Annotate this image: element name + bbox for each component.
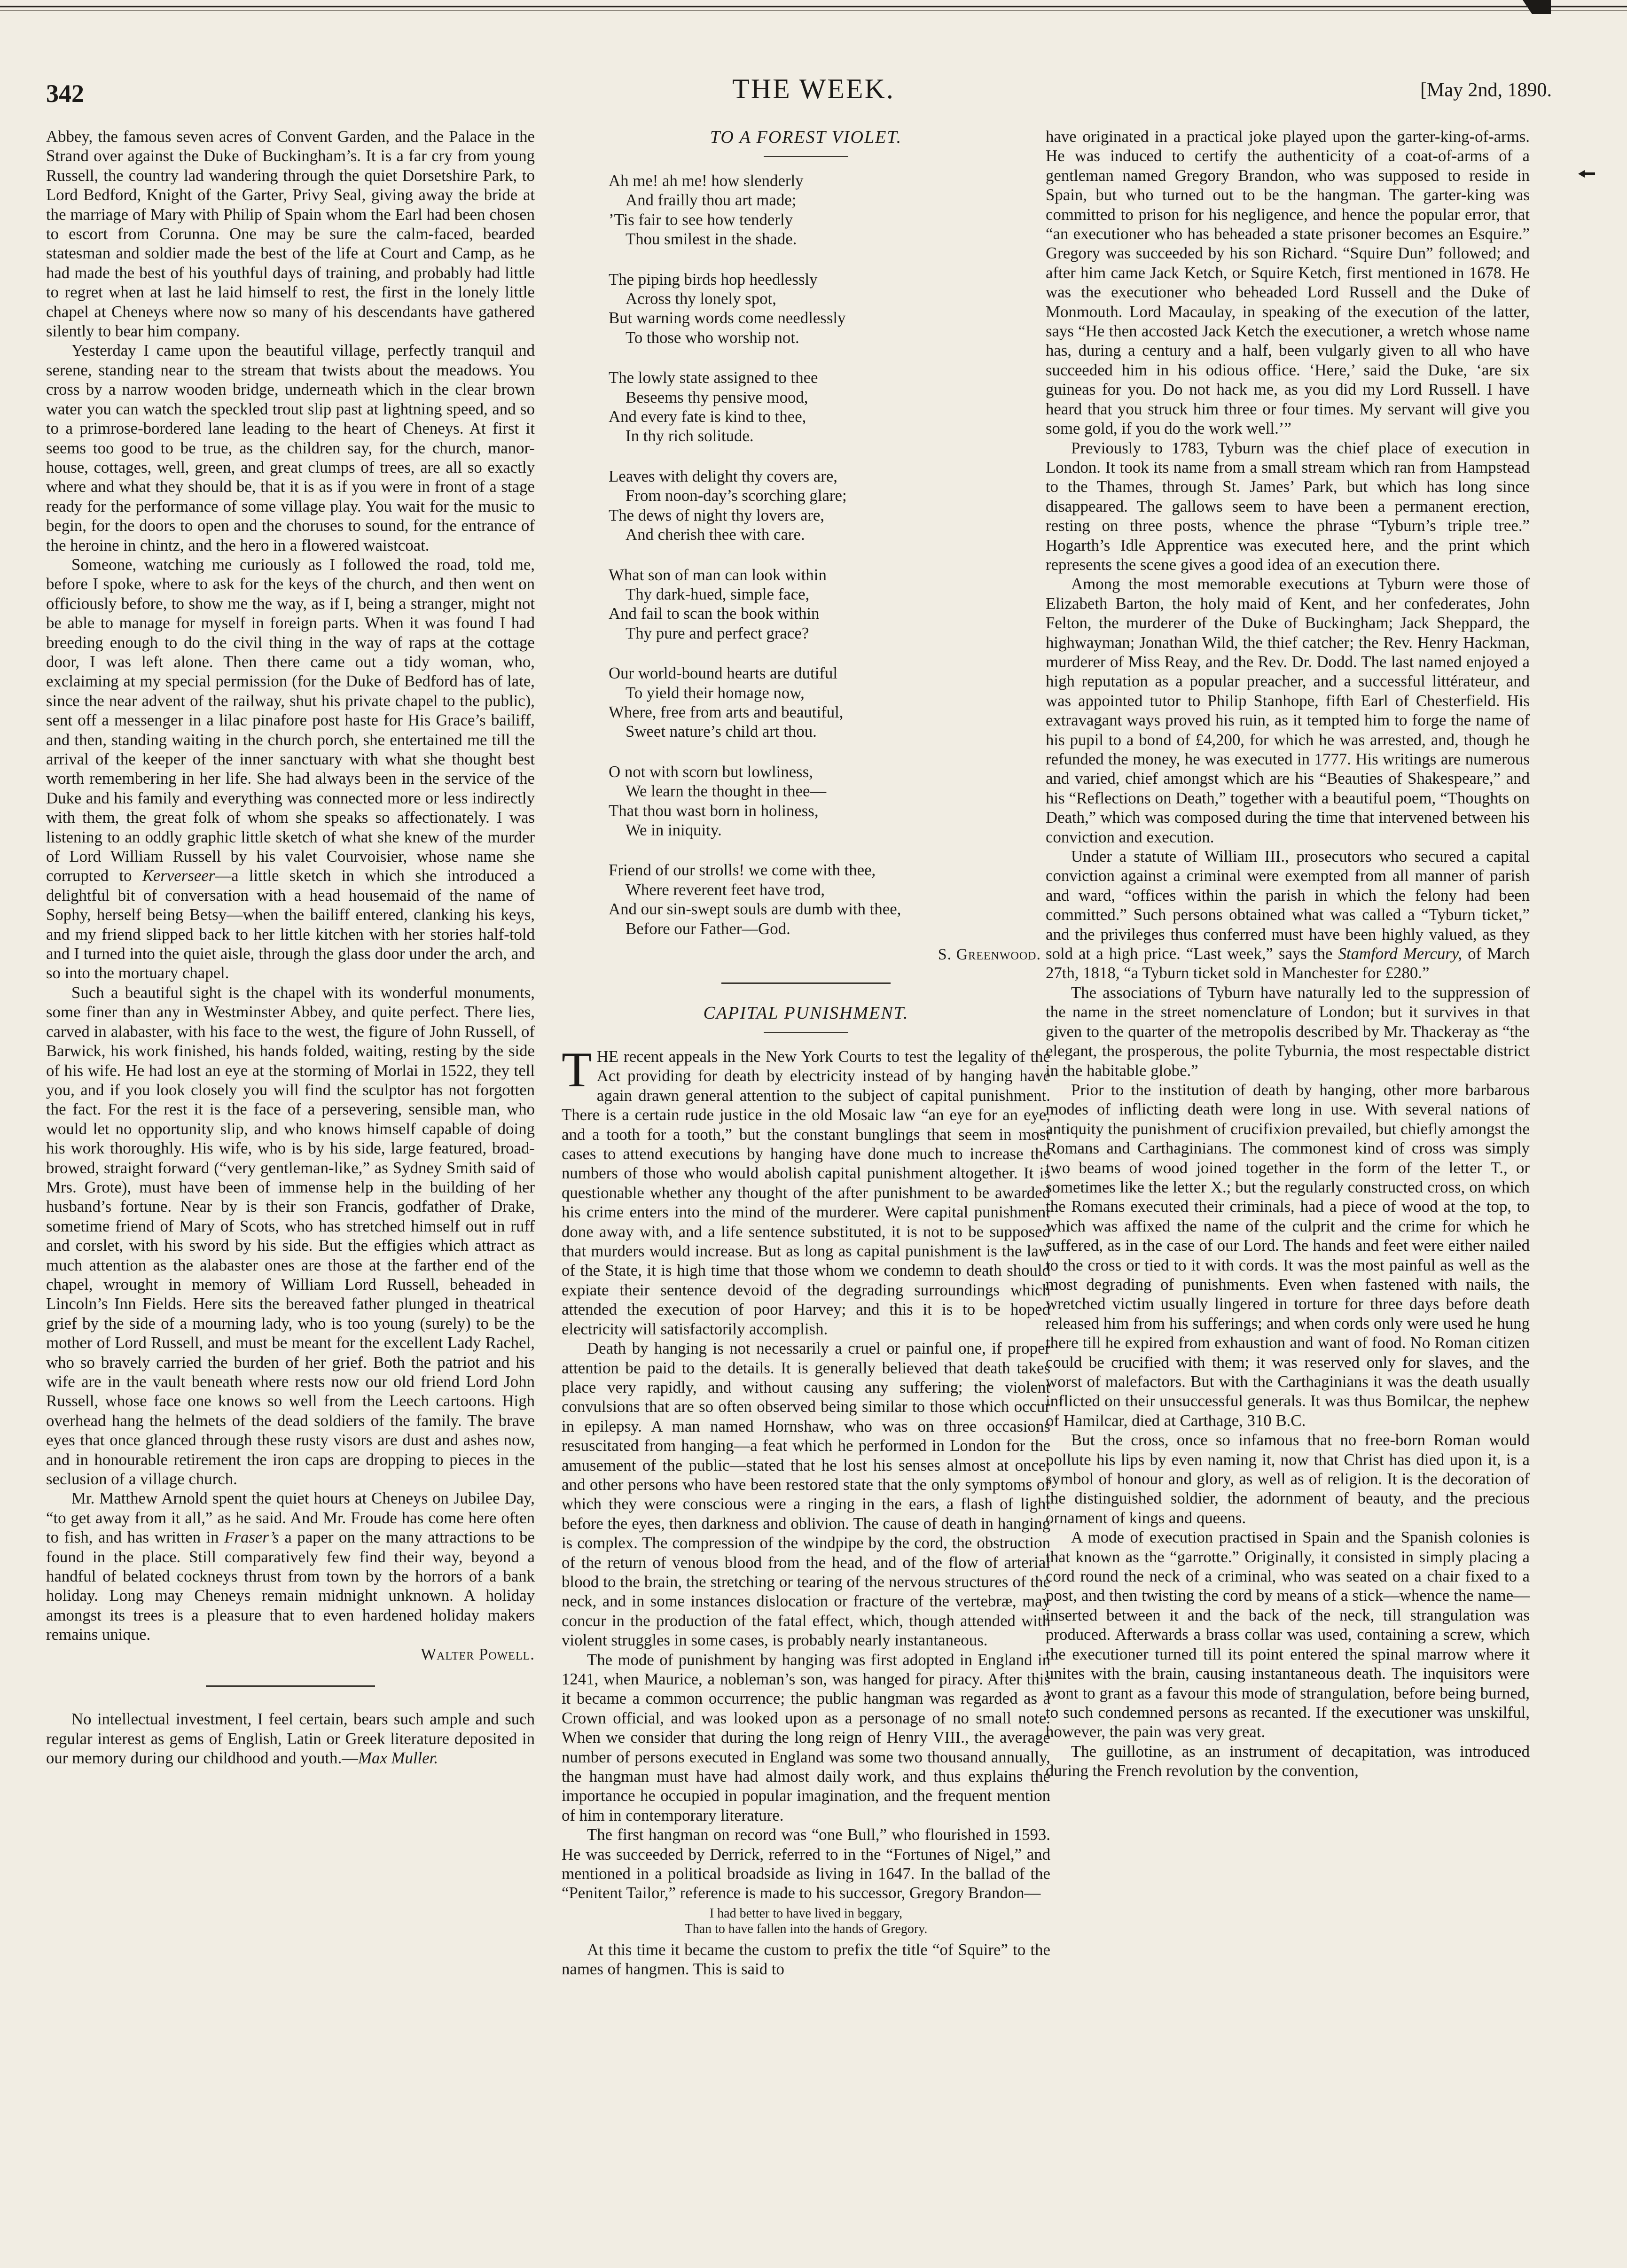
poem-stanza	[609, 663, 1050, 741]
paragraph-text: HE recent appeals in the New York Courts to test the legality of the Act providing for death by electricity instead of by hanging have again drawn general attention to the subject of capital punishment. There is a certain rude justice in the old Mosaic law “an eye for an eye, and a tooth for a tooth,” but the constant bunglings that seem in most cases to attend executions by hanging have done much to increase the numbers of those who would abolish capital punishment altogether. It is questionable whether any thought of the after punishment to be awarded his crime enters into the mind of the murderer. Were capital punishment done away with, and a life sentence substituted, it is not to be supposed that murders would increase. But as long as capital punishment is the law of the State, it is high time that those whom we condemn to death should expiate their sentence devoid of the degrading surroundings which attended the execution of poor Harvey; and this it is to be hoped electricity will satisfactorily accomplish.	[562, 1047, 1050, 1338]
poem-stanza	[609, 270, 1050, 348]
poem-line: That thou wast born in holiness,	[609, 801, 819, 820]
column-left	[46, 127, 535, 1768]
paragraph: Such a beautiful sight is the chapel with its wonderful monuments, some finer than any in Westminster Abbey, and quite perfect. There lies, carved in alabaster, with his face to the west, the figure of John Russell, of Barwick, his work finished, his hands folded, waiting, resting by the side of his wife. He had lost an eye at the storming of Morlai in 1522, they tell you, and if you look closely you will find the sculptor has not forgotten the fact. For the rest it is the face of a persevering, sensible man, who would let no opportunity slip, and who knows himself capable of doing his work thoroughly. His wife, who is by his side, large featured, broad-browed, straight forward (“very gentleman-like,” as Sydney Smith said of Mrs. Grote), must have been of immense help in the building of her husband’s fortune. Near by is their son Francis, godfather of Drake, sometime friend of Mary of Scots, who has stretched himself out in ruff and corslet, with his sword by his side. But the effigies which attract as much attention as the alabaster ones are those at the farther end of the chapel, wrought in memory of William Lord Russell, beheaded in Lincoln’s Inn Fields. Here sits the bereaved father plunged in theatrical grief by the side of a mourning lady, who is too young (surely) to be the mother of Lord Russell, and must be meant for the excellent Lady Rachel, who so bravely carried the burden of her grief. Both the patriot and his wife are in the vault beneath where rests now our old friend Lord John Russell, whose face one knows so well from the Leech cartoons. High overhead hang the helmets of the dead soldiers of the family. The brave eyes that once glanced through these rusty visors are dust and ashes now, and in honourable retirement the iron caps are dropping to pieces in the seclusion of a village church.	[46, 983, 535, 1489]
poem-line: Beseems thy pensive mood,	[626, 388, 808, 406]
poem-line: And cherish thee with care.	[626, 525, 805, 544]
section-divider	[206, 1685, 375, 1687]
paragraph-text: No intellectual investment, I feel certain, bears such ample and such regular interest as gems of English, Latin or Greek literature deposited in our memory during our childhood and youth.—	[46, 1710, 535, 1767]
poem-line: But warning words come needlessly	[609, 309, 846, 327]
italic-term: Kerverseer	[142, 866, 215, 885]
drop-cap: T	[562, 1042, 592, 1097]
poem-line: The lowly state assigned to thee	[609, 368, 818, 387]
paragraph-text: of March 27th, 1818, “a Tyburn ticket sold in Manchester for £280.”	[1046, 944, 1530, 982]
article-title: CAPITAL PUNISHMENT.	[703, 1003, 909, 1023]
poem-line: From noon-day’s scorching glare;	[626, 486, 847, 505]
poem-line: And frailly thou art made;	[626, 191, 797, 210]
poem-line: In thy rich solitude.	[626, 427, 754, 445]
poem-line: And every fate is kind to thee,	[609, 407, 806, 426]
poem-line: To those who worship not.	[626, 328, 799, 347]
poem-line: Where reverent feet have trod,	[626, 880, 825, 899]
quote-line: Than to have fallen into the hands of Gregory.	[684, 1922, 928, 1937]
poem-line: Leaves with delight thy covers are,	[609, 467, 837, 485]
top-border-rule	[0, 0, 1627, 19]
poem-line: ’Tis fair to see how tenderly	[609, 210, 793, 229]
column-right	[1046, 127, 1530, 1781]
paragraph	[46, 1489, 535, 1644]
poem-line: Ah me! ah me! how slenderly	[609, 171, 804, 190]
poem-author: S. Greenwood.	[938, 946, 1041, 963]
poem-line: The dews of night thy lovers are,	[609, 506, 825, 524]
paragraph	[46, 555, 535, 983]
paragraph-text: Someone, watching me curiously as I followed the road, told me, before I spoke, where to ask for the keys of the church, and then went on officiously before, to show me the way, as if I, being a stranger, might not be able to manage for myself in foreign parts. When it was found I had breeding enough to do the civil thing in the way of raps at the cottage door, I was left alone. Then there came out a tidy woman, who, exclaiming at my special permission (for the Duke of Bedford has of late, since the near advent of the railway, shut his private chapel to the public), sent off a messenger in a lilac pinafore post haste for His Grace’s bailiff, and then, standing waiting in the church porch, she entertained me till the arrival of the keeper of the inner sanctuary with what she thought best worth remembering in her life. She had always been in the service of the Duke and his family and everything was connected more or less indirectly with them, the great folk of whom she speaks so affectionately. I was listening to an oddly graphic little sketch of what she knew of the murder of Lord William Russell by his valet Courvoisier, whose name she corrupted to	[46, 555, 535, 885]
poem-stanza	[609, 860, 1050, 938]
italic-title: Fraser’s	[224, 1528, 279, 1547]
paragraph: Abbey, the famous seven acres of Convent Garden, and the Palace in the Strand over against the Duke of Buckingham’s. It is a far cry from young Russell, the country lad wandering through the quiet Dorsetshire Park, to Lord Bedford, Knight of the Garter, Privy Seal, giving away the bride at the marriage of Mary with Philip of Spain whom the Earl had been chosen to escort from Corunna. One may be sure the calm-faced, bearded statesman and soldier made the best of the life at Court and Camp, as he had made the best of his youthful days of training, and probably had little to regret when at last he laid himself to rest, the first in the lonely little chapel at Cheneys where now so many of his descendants have gathered silently to bear him company.	[46, 127, 535, 341]
poem-line: Thy pure and perfect grace?	[626, 624, 809, 642]
poem-line: And fail to scan the book within	[609, 604, 820, 623]
poem-stanza	[609, 368, 1050, 446]
poem-title: TO A FOREST VIOLET.	[710, 127, 902, 147]
quote-author: Max Muller.	[358, 1748, 438, 1767]
poem-line: Thou smilest in the shade.	[626, 230, 797, 249]
paragraph-text: a paper on the many attractions to be found in the place. Still comparatively few find their way, beyond a handful of belated cockneys thrust from town by the horrors of a bank holiday. Long may Cheneys remain midnight unknown. A holiday amongst its trees is a pleasure that to even hardened holiday makers remains unique.	[46, 1528, 535, 1644]
italic-title: Stamford Mercury,	[1338, 944, 1463, 963]
quote-line: I had better to have lived in beggary,	[709, 1906, 903, 1921]
paragraph: The associations of Tyburn have naturally led to the suppression of the name in the street nomenclature of London; but it survives in that given to the quarter of the metropolis described by Mr. Thackeray as “the elegant, the prosperous, the polite Tyburnia, the most respectable district in the habitable globe.”	[1046, 983, 1530, 1080]
quotation-paragraph	[46, 1709, 535, 1768]
page-number: 342	[46, 79, 84, 108]
paragraph: The guillotine, as an instrument of decapitation, was introduced during the French revolution by the convention,	[1046, 1742, 1530, 1780]
paragraph: At this time it became the custom to prefix the title “of Squire” to the names of hangmen. This is said to	[562, 1941, 1050, 1979]
paragraph: The mode of punishment by hanging was first adopted in England in 1241, when Maurice, a nobleman’s son, was hanged for piracy. After this it became a common occurrence; the public hangman was regarded as a Crown official, and was looked upon as a personage of no small note. When we consider that during the long reign of Henry VIII., the average number of persons executed in England was some two thousand annually, the hangman must have had almost daily work, and thus explains the importance he occupied in popular imagination, and the frequent mention of him in contemporary literature.	[562, 1650, 1050, 1824]
poem-line: Thy dark-hued, simple face,	[626, 585, 810, 603]
paragraph	[1046, 847, 1530, 983]
paragraph: Prior to the institution of death by hanging, other more barbarous modes of inflicting death were long in use. With several nations of antiquity the punishment of crucifixion prevailed, but chiefly amongst the Romans and Carthaginians. The commonest kind of cross was simply two beams of wood joined together in the form of the letter T., or sometimes like the letter X.; but the regularly constructed cross, on which the Romans executed their criminals, had a piece of wood at the top, to which was affixed the name of the culprit and the crime for which he suffered, as in the case of our Lord. The hands and feet were either nailed to the cross or tied to it with cords. It was the most painful as well as the most degrading of punishments. Even when fastened with nails, the wretched victim usually lingered in torture for three days before death released him from his sufferings; and when cords only were used he hung there till he expired from exhaustion and want of food. No Roman citizen could be crucified with them; it was reserved only for slaves, and the worst of malefactors. But with the Carthaginians it was the death usually inflicted on their unsuccessful generals. It was thus Bomilcar, the nephew of Hamilcar, died at Carthage, 310 B.C.	[1046, 1080, 1530, 1430]
paragraph: Previously to 1783, Tyburn was the chief place of execution in London. It took its name from a small stream which ran from Hampstead to the Thames, through St. James’ Park, but which has long since disappeared. The gallows seem to have been a permanent erection, resting on three posts, whence the phrase “Tyburn’s triple tree.” Hogarth’s Idle Apprentice was executed here, and the print which represents the scene gives a good idea of an execution there.	[1046, 438, 1530, 574]
ballad-quote	[562, 1906, 1050, 1937]
poem-line: Where, free from arts and beautiful,	[609, 702, 844, 721]
running-title: THE WEEK.	[732, 73, 895, 104]
section-divider	[721, 982, 891, 984]
poem-line: Our world-bound hearts are dutiful	[609, 664, 838, 683]
poem-line: Before our Father—God.	[626, 919, 790, 938]
paragraph-text: —a little sketch in which she introduced a delightful bit of conversation with a head housemaid of the name of Sophy, herself being Betsy—when the bailiff entered, clanking his keys, and my friend slipped back to her little kitchen with her stories half-told and I turned into the quiet aisle, through the glass door under the arch, and so into the mortuary chapel.	[46, 866, 535, 982]
poem-stanza	[609, 171, 1050, 249]
paragraph: have originated in a practical joke played upon the garter-king-of-arms. He was induced to certify the authenticity of a coat-of-arms of a gentleman named Gregory Brandon, who was supposed to reside in Spain, but who turned out to be the hangman. The garter-king was committed to prison for his negligence, and hence the popular error, that “an executioner who has beheaded a state prisoner becomes an Esquire.” Gregory was succeeded by his son Richard. “Squire Dun” followed; and after him came Jack Ketch, or Squire Ketch, first mentioned in 1678. He was the executioner who beheaded Lord Russell and the Duke of Monmouth. Lord Macaulay, in speaking of the execution of the latter, says “He then accosted Jack Ketch the executioner, a wretch whose name has, during a century and a half, been vulgarly given to all who have succeeded him in his odious office. ‘Here,’ said the Duke, ‘are six guineas for you. Do not hack me, as you did my Lord Russell. I have heard that you struck him three or four times. My servant will give you some gold, if you do the work well.’”	[1046, 127, 1530, 438]
title-underline	[764, 1032, 848, 1033]
column-middle	[562, 127, 1050, 1979]
poem-line: What son of man can look within	[609, 565, 827, 584]
paragraph: But the cross, once so infamous that no free-born Roman would pollute his lips by even naming it, now that Christ has died upon it, is a symbol of honour and glory, as well as of religion. It is the decoration of the distinguished soldier, the adornment of beauty, and the precious ornament of kings and queens.	[1046, 1431, 1530, 1527]
poem-stanza	[609, 565, 1050, 643]
poem-line: O not with scorn but lowliness,	[609, 762, 813, 781]
paragraph: A mode of execution practised in Spain and the Spanish colonies is that known as the “garrotte.” Originally, it consisted in simply placing a cord round the neck of a criminal, who was seated on a chair fixed to a post, and then twisting the cord by means of a stick—whence the name—inserted between it and the back of the neck, till strangulation was produced. Afterwards a brass collar was used, containing a screw, which the executioner turned till its point entered the spinal marrow where it unites with the brain, causing instantaneous death. The inquisitors were wont to grant as a favour this mode of strangulation, before being burned, to such condemned persons as recanted. If the executioner was unskilful, however, the pain was very great.	[1046, 1528, 1530, 1741]
poem-line: Sweet nature’s child art thou.	[626, 722, 817, 741]
paragraph: Death by hanging is not necessarily a cruel or painful one, if proper attention be paid to the details. It is generally believed that death takes place very rapidly, and without causing any suffering; the violent convulsions that are so often observed being similar to those which occur in epilepsy. A man named Hornshaw, who was on three occasions resuscitated from hanging—a feat which he performed in London for the amusement of the public—stated that he lost his senses almost at once; and other persons who have been restored state that the only symptoms of which they were conscious were a ringing in the ears, a flash of light before the eyes, then darkness and oblivion. The cause of death in hanging is complex. The compression of the windpipe by the cord, the obstruction of the return of venous blood from the head, and of the flow of arterial blood to the brain, the stretching or tearing of the nervous structures of the neck, and in some instances dislocation or fracture of the vertebræ, may concur in the production of the fatal effect, which, though attended with violent struggles in some cases, is probably nearly instantaneous.	[562, 1339, 1050, 1650]
paragraph: The first hangman on record was “one Bull,” who flourished in 1593. He was succeeded by Derrick, referred to in the “Fortunes of Nigel,” and mentioned in a political broadside as living in 1647. In the ballad of the “Penitent Tailor,” reference is made to his successor, Gregory Brandon—	[562, 1825, 1050, 1902]
margin-arrow-icon	[1577, 169, 1596, 179]
poem-line: Across thy lonely spot,	[626, 289, 776, 308]
issue-date: [May 2nd, 1890.	[1420, 79, 1552, 101]
poem-line: And our sin-swept souls are dumb with thee,	[609, 900, 901, 919]
poem-line: We learn the thought in thee—	[626, 782, 827, 801]
paragraph	[562, 1042, 1050, 1339]
title-underline	[764, 156, 848, 157]
poem-stanza	[609, 467, 1050, 545]
poem-line: Friend of our strolls! we come with thee,	[609, 861, 876, 880]
paragraph: Among the most memorable executions at Tyburn were those of Elizabeth Barton, the holy maid of Kent, and her confederates, John Felton, the murderer of the Duke of Buckingham; Jack Sheppard, the highwayman; Jonathan Wild, the thief catcher; the Rev. Henry Hackman, murderer of Miss Reay, and the Rev. Dr. Dodd. The last named enjoyed a high reputation as a popular preacher, and a successful littérateur, and was appointed tutor to Philip Stanhope, fifth Earl of Chesterfield. His extravagant ways proved his ruin, as it tempted him to forge the name of his pupil to a bond of £4,200, for which he was arrested, and, though he refunded the money, he was executed in 1777. His writings are numerous and varied, chief amongst which are his “Beauties of Shakespeare,” and his “Reflections on Death,” together with a beautiful poem, “Thoughts on Death,” which was composed during the time that intervened between his conviction and execution.	[1046, 575, 1530, 846]
paragraph-text: Under a statute of William III., prosecutors who secured a capital conviction against a criminal were exempted from all manner of parish and ward, “offices within the parish in which the felony had been committed.” Such persons obtained what was called a “Tyburn ticket,” and the privileges thus conferred must have been highly valued, as they sold at a high price. “Last week,” says the	[1046, 847, 1530, 963]
author-signature: Walter Powell.	[421, 1644, 535, 1663]
poem-line: To yield their homage now,	[626, 683, 805, 702]
paragraph: Yesterday I came upon the beautiful village, perfectly tranquil and serene, standing near to the stream that twists about the meadows. You cross by a narrow wooden bridge, underneath which in the clear brown water you can watch the speckled trout slip past at lightning speed, and so to a primrose-bordered lane leading to the heart of Cheneys. At first it seems too good to be true, as the children say, for the church, manor-house, cottages, well, green, and great clumps of trees, are all so exactly where and what they should be, that it is as if you were in front of a stage ready for the performance of some village play. You wait for the music to begin, for the doors to open and the choruses to sound, for the entrance of the heroine in chintz, and the hero in a flowered waistcoat.	[46, 341, 535, 554]
poem-line: We in iniquity.	[626, 820, 722, 839]
paragraph-text: Mr. Matthew Arnold spent the quiet hours at Cheneys on Jubilee Day, “to get away from it all,” as he said. And Mr. Froude has come here often to fish, and has written in	[46, 1489, 535, 1547]
poem-stanza	[609, 762, 1050, 840]
poem-line: The piping birds hop heedlessly	[609, 270, 818, 288]
